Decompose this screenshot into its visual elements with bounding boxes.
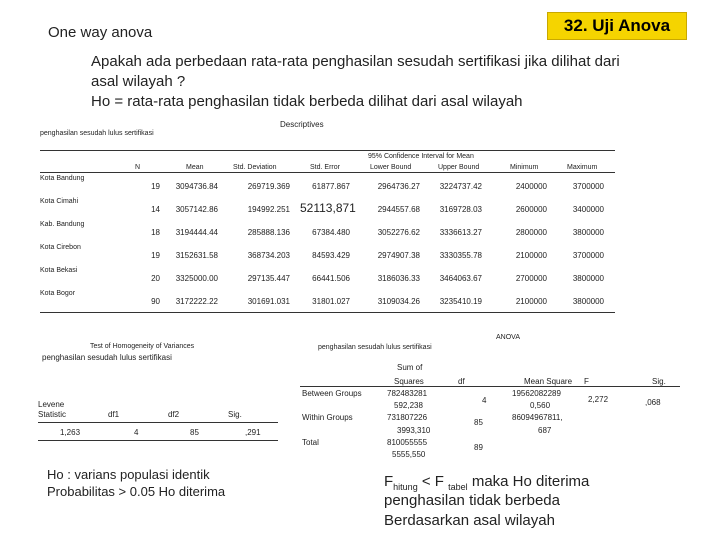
descriptives-top-rule: [40, 150, 615, 151]
table-cell: 3194444.44: [175, 228, 218, 237]
ss-total: 810055555: [387, 438, 428, 447]
group-label: Kota Bogor: [40, 290, 76, 297]
df-within: 85: [474, 418, 483, 427]
col-std-error: Std. Error: [310, 164, 340, 171]
col-std-deviation: Std. Deviation: [233, 164, 277, 171]
ms-between-dec: 0,560: [530, 401, 551, 410]
ci-header: 95% Confidence Interval for Mean: [368, 153, 474, 160]
col-n: N: [135, 164, 141, 171]
table-cell: 3057142.86: [175, 205, 218, 214]
less-than: < F: [417, 473, 449, 490]
anova-header-rule: [300, 386, 680, 387]
levene-value: 1,263: [60, 428, 81, 437]
col-minimum: Minimum: [510, 164, 539, 171]
df-between: 4: [482, 396, 487, 405]
table-cell: 20: [151, 274, 160, 283]
col-maximum: Maximum: [567, 164, 598, 171]
table-cell-enlarged: 52113,871: [300, 201, 356, 215]
conclusion-rest: maka Ho diterima: [467, 473, 590, 490]
table-cell: 84593.429: [312, 251, 350, 260]
table-cell: 3152631.58: [175, 251, 218, 260]
table-cell: 2964736.27: [377, 182, 420, 191]
df1-value: 4: [134, 428, 139, 437]
table-cell: 3400000: [572, 205, 604, 214]
conclusion-line-1: [384, 473, 589, 492]
table-cell: 3800000: [572, 297, 604, 306]
group-label: Kota Bekasi: [40, 267, 78, 274]
table-cell: 2100000: [515, 251, 547, 260]
ss-between: 782483281: [387, 389, 428, 398]
squares-header: Squares: [394, 377, 424, 386]
sum-header: Sum of: [397, 363, 423, 372]
f-value: 2,272: [588, 395, 609, 404]
ho-note-line-2: Probabilitas > 0.05 Ho diterima: [47, 484, 226, 499]
anova-heading: ANOVA: [496, 334, 520, 341]
table-cell: 19: [151, 182, 160, 191]
homogeneity-dependent: penghasilan sesudah lulus sertifikasi: [42, 353, 172, 362]
row-between-groups: Between Groups: [302, 389, 362, 398]
table-cell: 66441.506: [312, 274, 350, 283]
group-label: Kota Cirebon: [40, 244, 81, 251]
group-label: Kota Cimahi: [40, 198, 79, 205]
descriptives-bottom-rule: [40, 312, 615, 313]
question-line-2: asal wilayah ?: [91, 73, 186, 90]
row-within-groups: Within Groups: [302, 413, 353, 422]
ss-between-dec: 592,238: [394, 401, 423, 410]
table-cell: 3224737.42: [439, 182, 482, 191]
row-total: Total: [302, 438, 319, 447]
question-line-1: Apakah ada perbedaan rata-rata penghasilan sesudah sertifikasi jika dilihat dari: [91, 53, 620, 70]
table-cell: 19: [151, 251, 160, 260]
f-tabel-subscript: tabel: [448, 482, 468, 492]
slide-title: 32. Uji Anova: [547, 12, 687, 40]
sig-value: ,291: [245, 428, 261, 437]
question-line-3: Ho = rata-rata penghasilan tidak berbeda dilihat dari asal wilayah: [91, 93, 523, 110]
table-cell: 285888.136: [247, 228, 290, 237]
df1-header: df1: [108, 410, 120, 419]
table-cell: 297135.447: [247, 274, 290, 283]
table-cell: 2600000: [515, 205, 547, 214]
group-label: Kota Bandung: [40, 175, 85, 182]
table-cell: 2100000: [515, 297, 547, 306]
table-cell: 3464063.67: [439, 274, 482, 283]
ss-total-dec: 5555,550: [392, 450, 426, 459]
table-cell: 3169728.03: [439, 205, 482, 214]
table-cell: 269719.369: [247, 182, 290, 191]
table-cell: 3700000: [572, 251, 604, 260]
statistic-header: Statistic: [38, 410, 67, 419]
table-cell: 3186036.33: [377, 274, 420, 283]
group-label: Kab. Bandung: [40, 221, 85, 228]
descriptives-heading: Descriptives: [280, 120, 324, 129]
table-cell: 18: [151, 228, 160, 237]
table-cell: 3172222.22: [175, 297, 218, 306]
df-total: 89: [474, 443, 483, 452]
table-cell: 2800000: [515, 228, 547, 237]
table-cell: 3800000: [572, 274, 604, 283]
conclusion-line-2: penghasilan tidak berbeda: [384, 492, 560, 509]
conclusion-line-3: Berdasarkan asal wilayah: [384, 512, 555, 529]
slide-subtitle: One way anova: [48, 24, 153, 41]
table-cell: 3325000.00: [175, 274, 218, 283]
homogeneity-heading: Test of Homogeneity of Variances: [90, 343, 195, 350]
table-cell: 14: [151, 205, 160, 214]
table-cell: 3800000: [572, 228, 604, 237]
table-cell: 3330355.78: [439, 251, 482, 260]
table-cell: 3235410.19: [439, 297, 482, 306]
ms-between: 19562082289: [512, 389, 561, 398]
table-cell: 3109034.26: [377, 297, 420, 306]
ss-within-dec: 3993,310: [397, 426, 431, 435]
anova-dependent: penghasilan sesudah lulus sertifikasi: [318, 344, 432, 351]
f-hitung-subscript: hitung: [393, 482, 418, 492]
table-cell: 3336613.27: [439, 228, 482, 237]
anova-sig-value: ,068: [645, 398, 661, 407]
sig-header: Sig.: [228, 410, 242, 419]
table-cell: 2400000: [515, 182, 547, 191]
descriptives-header-rule: [40, 172, 615, 173]
df2-value: 85: [190, 428, 199, 437]
col-upper-bound: Upper Bound: [438, 164, 480, 171]
ms-within-dec: 687: [538, 426, 552, 435]
table-cell: 2974907.38: [377, 251, 420, 260]
homogeneity-header-rule: [38, 422, 278, 423]
ms-within: 86094967811,: [512, 413, 563, 422]
table-cell: 2944557.68: [377, 205, 420, 214]
anova-sig-header: Sig.: [652, 377, 666, 386]
table-cell: 368734.203: [247, 251, 290, 260]
table-cell: 194992.251: [247, 205, 290, 214]
table-cell: 3094736.84: [175, 182, 218, 191]
levene-header: Levene: [38, 400, 65, 409]
table-cell: 301691.031: [247, 297, 290, 306]
col-lower-bound: Lower Bound: [370, 164, 412, 171]
col-mean: Mean: [186, 164, 204, 171]
df-header: df: [458, 377, 465, 386]
table-cell: 3052276.62: [377, 228, 420, 237]
table-cell: 31801.027: [312, 297, 350, 306]
table-cell: 61877.867: [312, 182, 350, 191]
ss-within: 731807226: [387, 413, 428, 422]
homogeneity-bottom-rule: [38, 440, 278, 441]
table-cell: 3700000: [572, 182, 604, 191]
f-symbol: F: [384, 473, 394, 490]
table-cell: 2700000: [515, 274, 547, 283]
df2-header: df2: [168, 410, 180, 419]
f-header: F: [584, 377, 589, 386]
descriptives-dependent: penghasilan sesudah lulus sertifikasi: [40, 130, 154, 137]
ho-note-line-1: Ho : varians populasi identik: [47, 467, 210, 482]
table-cell: 67384.480: [312, 228, 350, 237]
mean-square-header: Mean Square: [524, 377, 573, 386]
table-cell: 90: [151, 297, 160, 306]
